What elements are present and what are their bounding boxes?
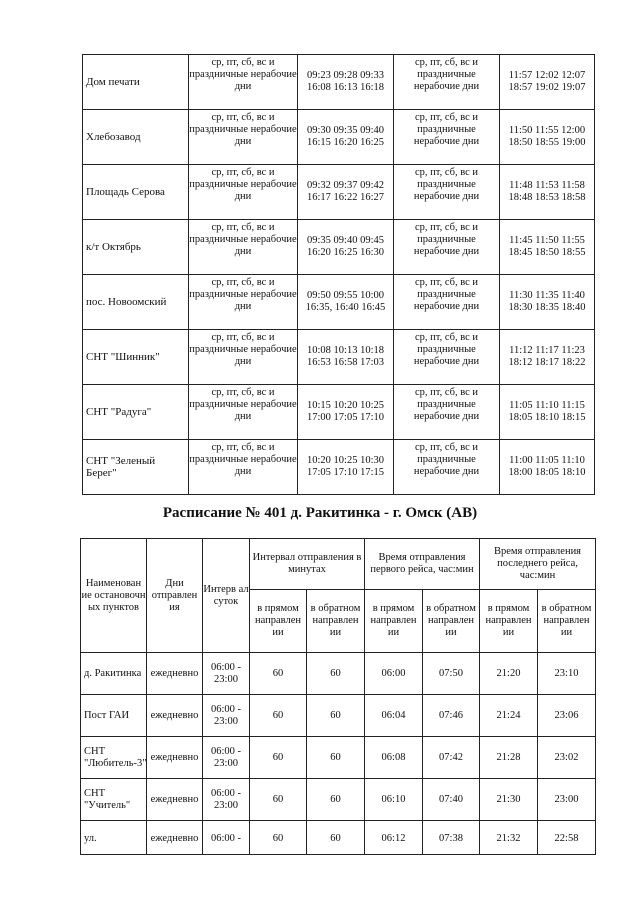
interval-cell: 06:00 - 23:00: [203, 653, 250, 695]
interval-forward: 60: [250, 821, 307, 855]
days-cell: ср, пт, сб, вс и праздничные нерабочие дни: [189, 440, 298, 495]
last-backward: 22:58: [538, 821, 596, 855]
header-stop: Наименован ие остановочн ых пунктов: [81, 539, 147, 653]
interval-forward: 60: [250, 695, 307, 737]
interval-backward: 60: [307, 737, 365, 779]
stop-name: ул.: [81, 821, 147, 855]
header-forward: в прямом направлен ии: [480, 590, 538, 653]
table-row: [83, 220, 595, 275]
first-backward: 07:42: [423, 737, 480, 779]
times-cell: 11:30 11:35 11:40 18:30 18:35 18:40: [500, 275, 595, 330]
times-cell: 11:12 11:17 11:23 18:12 18:17 18:22: [500, 330, 595, 385]
table-row: [83, 440, 595, 495]
days-cell: ср, пт, сб, вс и праздничные нерабочие дни: [189, 220, 298, 275]
stop-name: пос. Новоомский: [83, 275, 189, 330]
schedule-table-401: [80, 538, 596, 855]
interval-cell: 06:00 - 23:00: [203, 695, 250, 737]
stop-name: СНТ "Любитель-3": [81, 737, 147, 779]
days-cell: ср, пт, сб, вс и праздничные нерабочие дни: [394, 275, 500, 330]
times-cell: 09:30 09:35 09:40 16:15 16:20 16:25: [298, 110, 394, 165]
times-cell: 11:57 12:02 12:07 18:57 19:02 19:07: [500, 55, 595, 110]
stop-name: СНТ "Шинник": [83, 330, 189, 385]
first-forward: 06:08: [365, 737, 423, 779]
last-backward: 23:10: [538, 653, 596, 695]
interval-backward: 60: [307, 695, 365, 737]
times-cell: 10:20 10:25 10:30 17:05 17:10 17:15: [298, 440, 394, 495]
last-backward: 23:02: [538, 737, 596, 779]
days-cell: ежедневно: [147, 821, 203, 855]
last-forward: 21:32: [480, 821, 538, 855]
days-cell: ср, пт, сб, вс и праздничные нерабочие дни: [189, 110, 298, 165]
stop-name: Площадь Серова: [83, 165, 189, 220]
header-forward: в прямом направлен ии: [250, 590, 307, 653]
stop-name: Дом печати: [83, 55, 189, 110]
table-row: [83, 385, 595, 440]
stop-name: СНТ "Учитель": [81, 779, 147, 821]
times-cell: 09:35 09:40 09:45 16:20 16:25 16:30: [298, 220, 394, 275]
header-backward: в обратном направлен ии: [538, 590, 596, 653]
table-row: [81, 653, 596, 695]
first-backward: 07:40: [423, 779, 480, 821]
times-cell: 09:23 09:28 09:33 16:08 16:13 16:18: [298, 55, 394, 110]
last-forward: 21:24: [480, 695, 538, 737]
days-cell: ежедневно: [147, 695, 203, 737]
interval-backward: 60: [307, 821, 365, 855]
times-cell: 11:50 11:55 12:00 18:50 18:55 19:00: [500, 110, 595, 165]
last-backward: 23:06: [538, 695, 596, 737]
last-forward: 21:28: [480, 737, 538, 779]
schedule-table-continued: [82, 54, 595, 495]
header-forward: в прямом направлен ии: [365, 590, 423, 653]
stop-name: к/т Октябрь: [83, 220, 189, 275]
times-cell: 11:45 11:50 11:55 18:45 18:50 18:55: [500, 220, 595, 275]
times-cell: 11:05 11:10 11:15 18:05 18:10 18:15: [500, 385, 595, 440]
times-cell: 11:48 11:53 11:58 18:48 18:53 18:58: [500, 165, 595, 220]
last-forward: 21:20: [480, 653, 538, 695]
first-forward: 06:00: [365, 653, 423, 695]
table-row: [81, 821, 596, 855]
interval-cell: 06:00 - 23:00: [203, 737, 250, 779]
times-cell: 10:15 10:20 10:25 17:00 17:05 17:10: [298, 385, 394, 440]
days-cell: ср, пт, сб, вс и праздничные нерабочие дни: [394, 220, 500, 275]
interval-cell: 06:00 -: [203, 821, 250, 855]
table-row: [81, 695, 596, 737]
days-cell: ср, пт, сб, вс и праздничные нерабочие дни: [189, 275, 298, 330]
header-days: Дни отправлен ия: [147, 539, 203, 653]
header-interval-day: Интерв ал суток: [203, 539, 250, 653]
stop-name: Пост ГАИ: [81, 695, 147, 737]
days-cell: ср, пт, сб, вс и праздничные нерабочие дни: [189, 55, 298, 110]
days-cell: ежедневно: [147, 653, 203, 695]
header-last-group: Время отправления последнего рейса, час:мин: [480, 539, 596, 590]
header-first-group: Время отправления первого рейса, час:мин: [365, 539, 480, 590]
first-backward: 07:50: [423, 653, 480, 695]
interval-backward: 60: [307, 779, 365, 821]
days-cell: ср, пт, сб, вс и праздничные нерабочие дни: [394, 55, 500, 110]
interval-forward: 60: [250, 779, 307, 821]
days-cell: ср, пт, сб, вс и праздничные нерабочие дни: [394, 440, 500, 495]
interval-forward: 60: [250, 737, 307, 779]
interval-forward: 60: [250, 653, 307, 695]
header-row: [81, 539, 596, 590]
stop-name: д. Ракитинка: [81, 653, 147, 695]
first-forward: 06:10: [365, 779, 423, 821]
interval-backward: 60: [307, 653, 365, 695]
table-row: [83, 275, 595, 330]
days-cell: ежедневно: [147, 737, 203, 779]
last-forward: 21:30: [480, 779, 538, 821]
table-row: [83, 330, 595, 385]
table-row: [81, 779, 596, 821]
header-backward: в обратном направлен ии: [307, 590, 365, 653]
first-forward: 06:12: [365, 821, 423, 855]
times-cell: 11:00 11:05 11:10 18:00 18:05 18:10: [500, 440, 595, 495]
table-row: [83, 55, 595, 110]
header-backward: в обратном направлен ии: [423, 590, 480, 653]
times-cell: 10:08 10:13 10:18 16:53 16:58 17:03: [298, 330, 394, 385]
stop-name: СНТ "Зеленый Берег": [83, 440, 189, 495]
days-cell: ср, пт, сб, вс и праздничные нерабочие дни: [394, 110, 500, 165]
days-cell: ср, пт, сб, вс и праздничные нерабочие дни: [189, 385, 298, 440]
first-backward: 07:46: [423, 695, 480, 737]
interval-cell: 06:00 - 23:00: [203, 779, 250, 821]
header-interval-group: Интервал отправления в минутах: [250, 539, 365, 590]
stop-name: Хлебозавод: [83, 110, 189, 165]
table-row: [83, 165, 595, 220]
stop-name: СНТ "Радуга": [83, 385, 189, 440]
days-cell: ср, пт, сб, вс и праздничные нерабочие дни: [189, 330, 298, 385]
days-cell: ср, пт, сб, вс и праздничные нерабочие дни: [394, 165, 500, 220]
days-cell: ежедневно: [147, 779, 203, 821]
first-forward: 06:04: [365, 695, 423, 737]
days-cell: ср, пт, сб, вс и праздничные нерабочие дни: [394, 385, 500, 440]
days-cell: ср, пт, сб, вс и праздничные нерабочие дни: [189, 165, 298, 220]
times-cell: 09:32 09:37 09:42 16:17 16:22 16:27: [298, 165, 394, 220]
first-backward: 07:38: [423, 821, 480, 855]
days-cell: ср, пт, сб, вс и праздничные нерабочие дни: [394, 330, 500, 385]
schedule-title: Расписание № 401 д. Ракитинка - г. Омск (АВ): [162, 505, 478, 521]
table-row: [83, 110, 595, 165]
times-cell: 09:50 09:55 10:00 16:35, 16:40 16:45: [298, 275, 394, 330]
table-row: [81, 737, 596, 779]
last-backward: 23:00: [538, 779, 596, 821]
